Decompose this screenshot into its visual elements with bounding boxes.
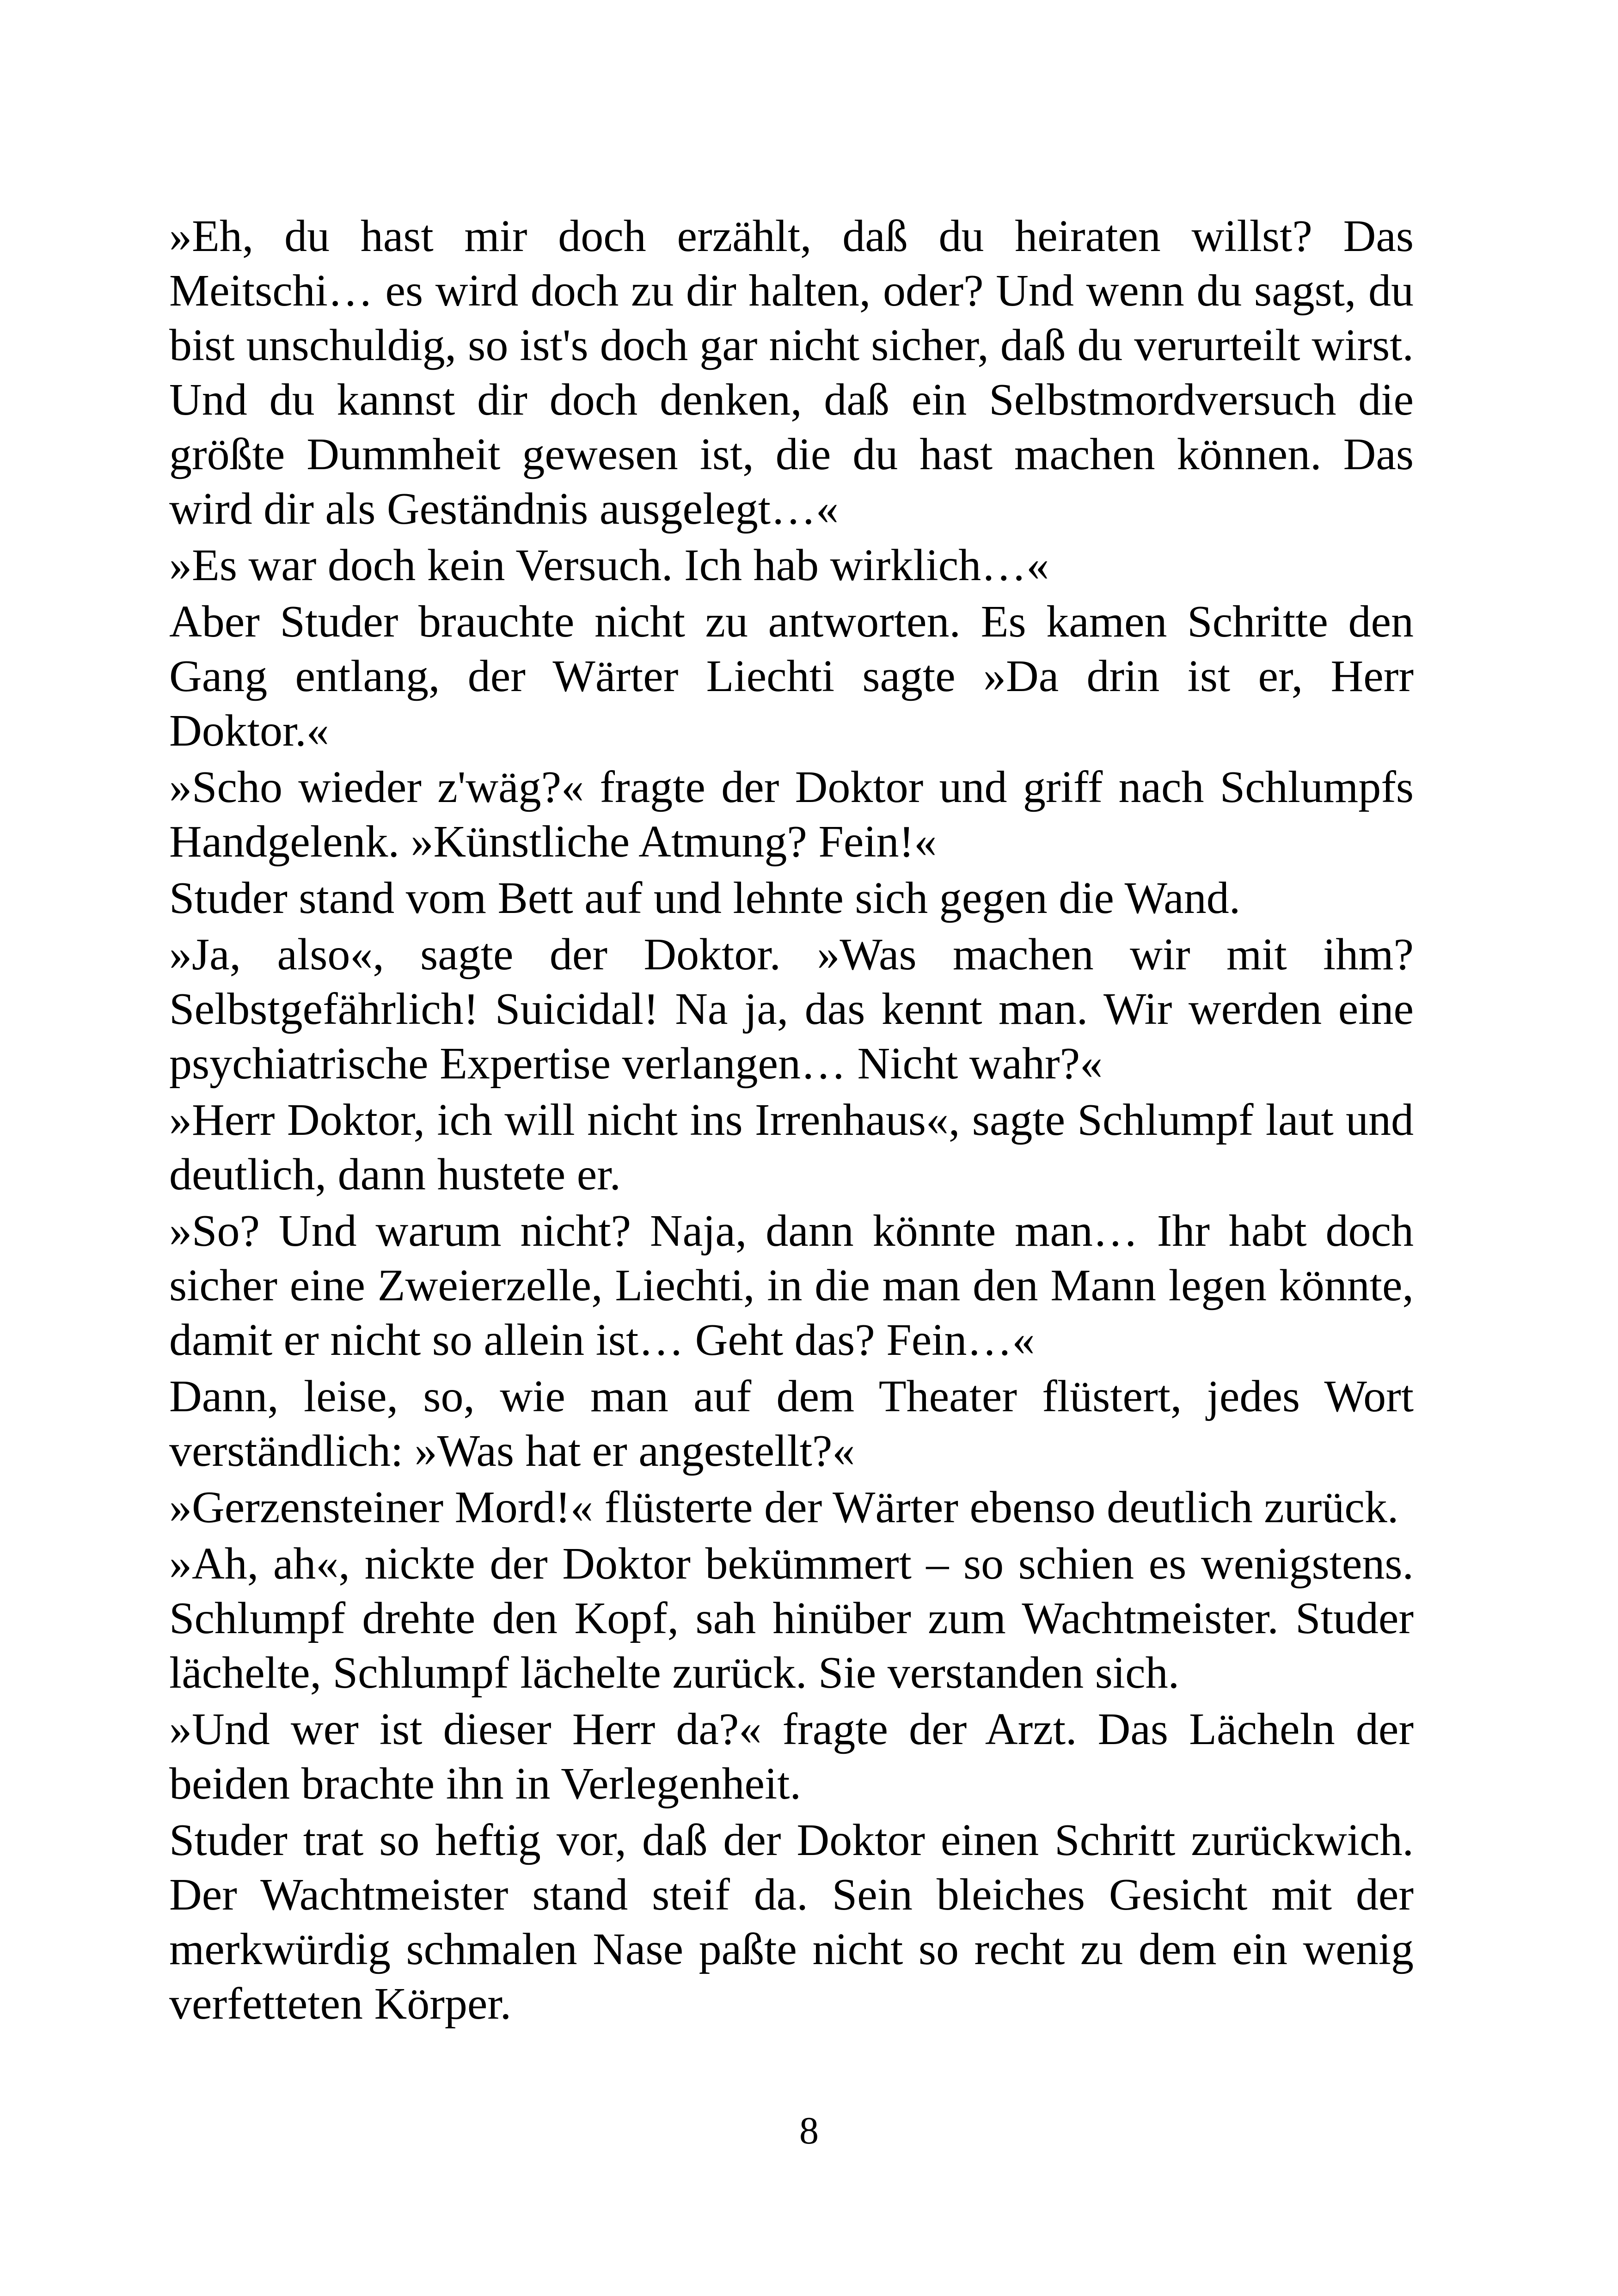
paragraph: Dann, leise, so, wie man auf dem Theater flüstert, jedes Wort verständlich: »Was hat er angestellt?« <box>169 1371 1414 1476</box>
body-text <box>169 209 1414 2033</box>
paragraph: »So? Und warum nicht? Naja, dann könnte man… Ihr habt doch sicher eine Zweierzelle, Liechti, in die man den Mann legen könnte, damit er nicht so allein ist… Geht das? Fein…« <box>169 1206 1414 1365</box>
paragraph: »Ah, ah«, nickte der Doktor bekümmert – so schien es wenigstens. Schlumpf drehte den Kopf, sah hinüber zum Wachtmeister. Studer lächelte, Schlumpf lächelte zurück. Sie verstanden sich. <box>169 1539 1414 1698</box>
paragraph: »Scho wieder z'wäg?« fragte der Doktor und griff nach Schlumpfs Handgelenk. »Künstliche Atmung? Fein!« <box>169 762 1414 867</box>
paragraph: »Und wer ist dieser Herr da?« fragte der Arzt. Das Lächeln der beiden brachte ihn in Verlegenheit. <box>169 1704 1414 1809</box>
paragraph: »Ja, also«, sagte der Doktor. »Was machen wir mit ihm? Selbstgefährlich! Suicidal! Na ja, das kennt man. Wir werden eine psychiatrische Expertise verlangen… Nicht wahr?« <box>169 930 1414 1089</box>
paragraph: Studer stand vom Bett auf und lehnte sich gegen die Wand. <box>169 873 1241 923</box>
paragraph: »Herr Doktor, ich will nicht ins Irrenhaus«, sagte Schlumpf laut und deutlich, dann hustete er. <box>169 1095 1414 1200</box>
paragraph: Studer trat so heftig vor, daß der Doktor einen Schritt zurückwich. Der Wachtmeister stand steif da. Sein bleiches Gesicht mit der merkwürdig schmalen Nase paßte nicht so recht zu dem ein wenig verfetteten Körper. <box>169 1815 1414 2029</box>
page-number: 8 <box>799 2109 819 2152</box>
paragraph: »Gerzensteiner Mord!« flüsterte der Wärter ebenso deutlich zurück. <box>169 1482 1399 1532</box>
paragraph: »Es war doch kein Versuch. Ich hab wirklich…« <box>169 540 1049 590</box>
paragraph: Aber Studer brauchte nicht zu antworten. Es kamen Schritte den Gang entlang, der Wärter Liechti sagte »Da drin ist er, Herr Doktor.« <box>169 597 1414 756</box>
paragraph: »Eh, du hast mir doch erzählt, daß du heiraten willst? Das Meitschi… es wird doch zu dir halten, oder? Und wenn du sagst, du bist unschuldig, so ist's doch gar nicht sicher, daß du verurteilt wirst. Und du kannst dir doch denken, daß ein Selbstmordversuch die größte Dummheit gewesen ist, die du hast machen können. Das wird dir als Geständnis ausgelegt…« <box>169 211 1414 534</box>
